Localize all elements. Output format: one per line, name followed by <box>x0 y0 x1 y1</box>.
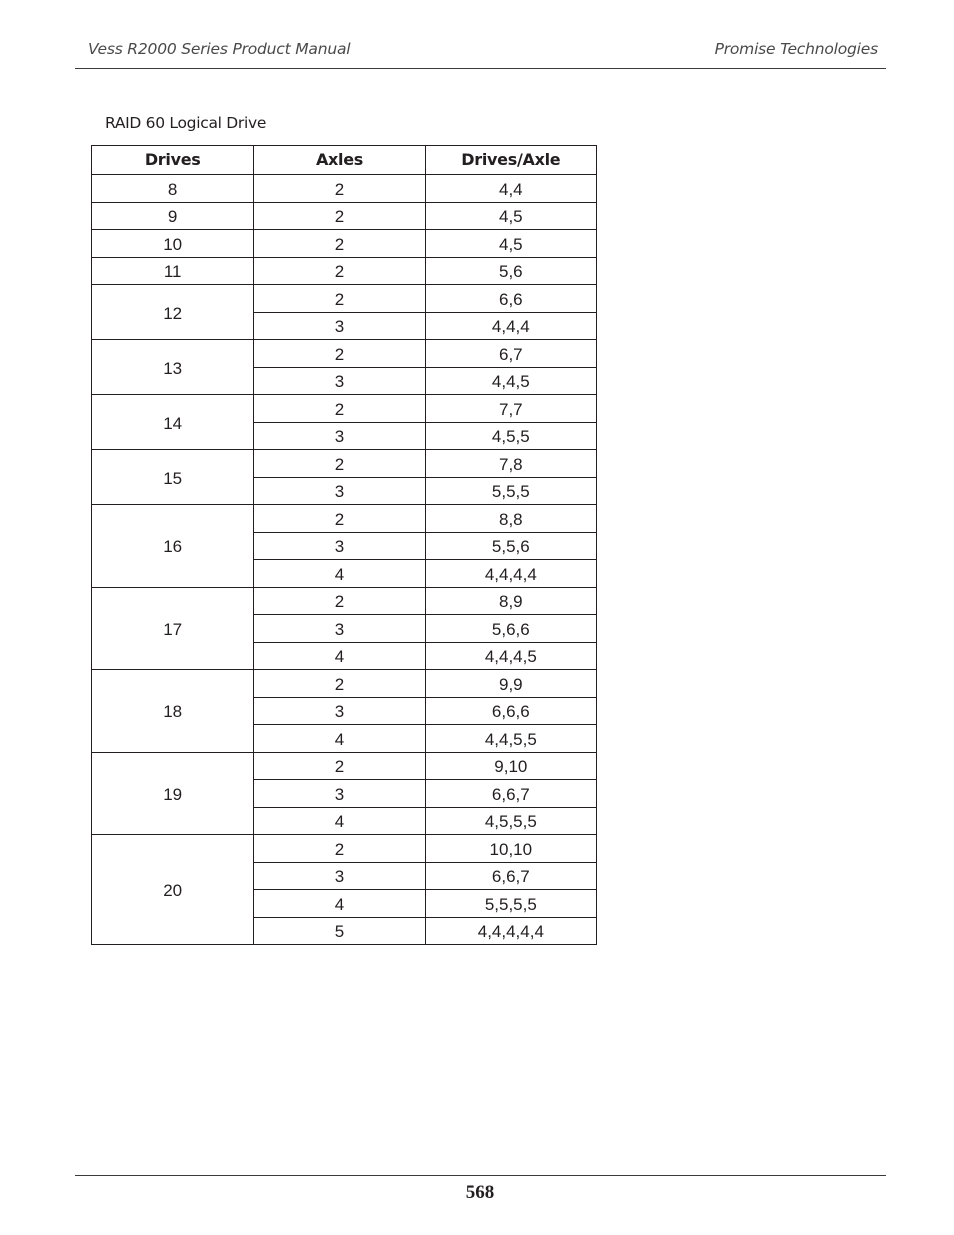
table-row <box>92 230 597 258</box>
drives-cell: 14 <box>92 395 254 450</box>
drives-per-axle-cell: 4,4,4,5 <box>425 642 596 670</box>
drives-cell: 19 <box>92 752 254 835</box>
column-header-drives: Drives <box>92 146 254 175</box>
table-row <box>92 202 597 230</box>
header-rule <box>75 68 886 69</box>
drives-per-axle-cell: 4,4,5 <box>425 367 596 395</box>
drives-per-axle-cell: 5,5,6 <box>425 532 596 560</box>
axles-cell: 2 <box>254 670 425 698</box>
axles-cell: 5 <box>254 917 425 945</box>
drives-per-axle-cell: 4,5,5 <box>425 422 596 450</box>
axles-cell: 2 <box>254 395 425 423</box>
column-header-drives-per-axle: Drives/Axle <box>425 146 596 175</box>
drives-cell: 17 <box>92 587 254 670</box>
axles-cell: 3 <box>254 422 425 450</box>
table-row <box>92 505 597 533</box>
drives-per-axle-cell: 5,6 <box>425 257 596 285</box>
drives-per-axle-cell: 4,4,5,5 <box>425 725 596 753</box>
drives-per-axle-cell: 4,5,5,5 <box>425 807 596 835</box>
drives-cell: 8 <box>92 175 254 203</box>
drives-cell: 20 <box>92 835 254 945</box>
axles-cell: 2 <box>254 752 425 780</box>
axles-cell: 2 <box>254 505 425 533</box>
table-row <box>92 395 597 423</box>
axles-cell: 2 <box>254 450 425 478</box>
drives-per-axle-cell: 5,5,5 <box>425 477 596 505</box>
axles-cell: 2 <box>254 257 425 285</box>
drives-cell: 18 <box>92 670 254 753</box>
drives-per-axle-cell: 9,9 <box>425 670 596 698</box>
axles-cell: 4 <box>254 725 425 753</box>
drives-per-axle-cell: 4,4 <box>425 175 596 203</box>
table-body <box>92 175 597 945</box>
drives-per-axle-cell: 6,6,6 <box>425 697 596 725</box>
drives-per-axle-cell: 6,6,7 <box>425 780 596 808</box>
axles-cell: 2 <box>254 175 425 203</box>
axles-cell: 2 <box>254 835 425 863</box>
table-row <box>92 175 597 203</box>
axles-cell: 2 <box>254 587 425 615</box>
table-row <box>92 587 597 615</box>
header-manual-title: Vess R2000 Series Product Manual <box>88 40 351 58</box>
table-caption: RAID 60 Logical Drive <box>105 114 267 132</box>
table-row <box>92 340 597 368</box>
axles-cell: 3 <box>254 312 425 340</box>
axles-cell: 3 <box>254 532 425 560</box>
axles-cell: 4 <box>254 807 425 835</box>
axles-cell: 3 <box>254 367 425 395</box>
drives-per-axle-cell: 4,4,4,4 <box>425 560 596 588</box>
axles-cell: 3 <box>254 780 425 808</box>
drives-per-axle-cell: 6,6 <box>425 285 596 313</box>
axles-cell: 4 <box>254 890 425 918</box>
page-number: 568 <box>465 1182 495 1203</box>
drives-per-axle-cell: 9,10 <box>425 752 596 780</box>
drives-cell: 10 <box>92 230 254 258</box>
table-row <box>92 285 597 313</box>
drives-per-axle-cell: 5,6,6 <box>425 615 596 643</box>
drives-per-axle-cell: 6,6,7 <box>425 862 596 890</box>
drives-per-axle-cell: 10,10 <box>425 835 596 863</box>
drives-per-axle-cell: 8,9 <box>425 587 596 615</box>
axles-cell: 3 <box>254 862 425 890</box>
axles-cell: 2 <box>254 285 425 313</box>
drives-per-axle-cell: 5,5,5,5 <box>425 890 596 918</box>
drives-per-axle-cell: 4,4,4,4,4 <box>425 917 596 945</box>
table-row <box>92 752 597 780</box>
drives-cell: 11 <box>92 257 254 285</box>
drives-cell: 9 <box>92 202 254 230</box>
axles-cell: 2 <box>254 340 425 368</box>
axles-cell: 4 <box>254 560 425 588</box>
table-row <box>92 670 597 698</box>
header-company: Promise Technologies <box>714 40 878 58</box>
drives-per-axle-cell: 7,7 <box>425 395 596 423</box>
drives-cell: 15 <box>92 450 254 505</box>
drives-per-axle-cell: 4,5 <box>425 202 596 230</box>
axles-cell: 3 <box>254 477 425 505</box>
column-header-axles: Axles <box>254 146 425 175</box>
drives-cell: 13 <box>92 340 254 395</box>
table-row <box>92 257 597 285</box>
raid60-table <box>91 145 597 945</box>
table-row <box>92 450 597 478</box>
axles-cell: 3 <box>254 615 425 643</box>
footer-rule <box>75 1175 886 1176</box>
drives-per-axle-cell: 6,7 <box>425 340 596 368</box>
drives-per-axle-cell: 4,4,4 <box>425 312 596 340</box>
table-header-row <box>92 146 597 175</box>
drives-per-axle-cell: 4,5 <box>425 230 596 258</box>
axles-cell: 2 <box>254 230 425 258</box>
axles-cell: 4 <box>254 642 425 670</box>
table-row <box>92 835 597 863</box>
axles-cell: 3 <box>254 697 425 725</box>
drives-per-axle-cell: 8,8 <box>425 505 596 533</box>
drives-cell: 16 <box>92 505 254 588</box>
drives-per-axle-cell: 7,8 <box>425 450 596 478</box>
axles-cell: 2 <box>254 202 425 230</box>
drives-cell: 12 <box>92 285 254 340</box>
